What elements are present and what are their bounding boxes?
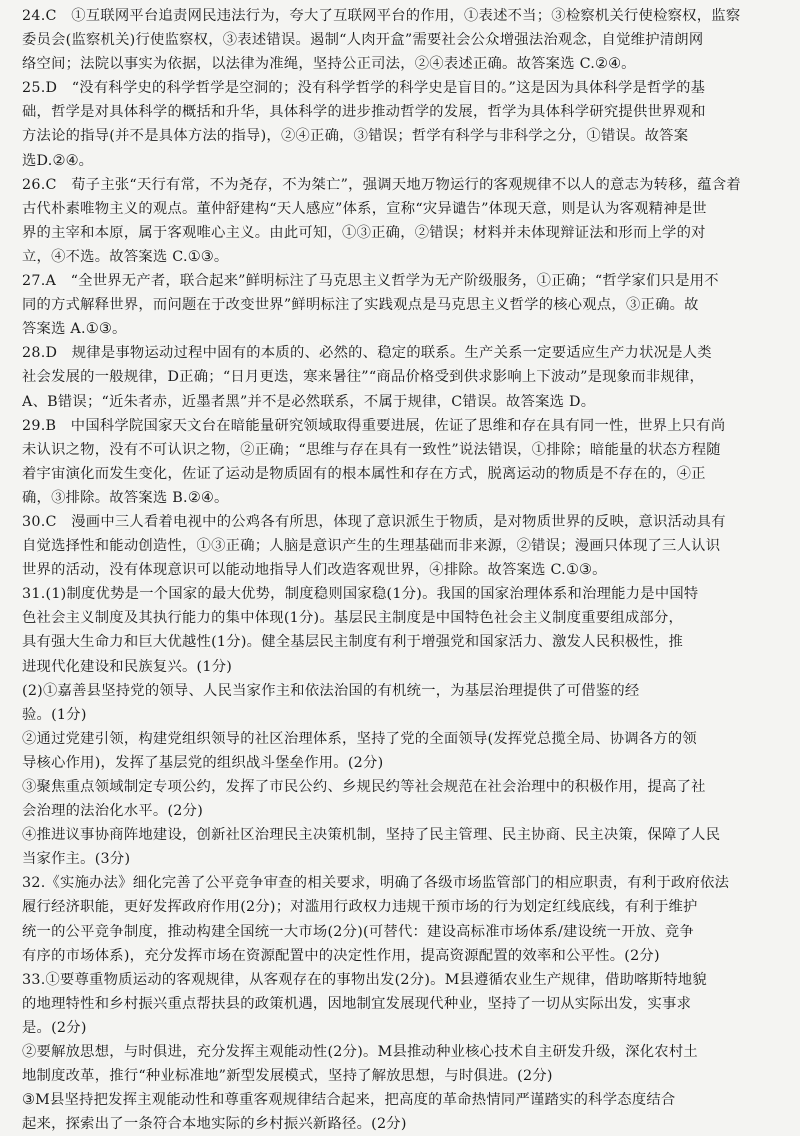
text-line: 具有强大生命力和巨大优越性(1分)。健全基层民主制度有利于增强党和国家活力、激发人民积极性，推 bbox=[22, 634, 684, 651]
text-line: 30.C 漫画中三人看着电视中的公鸡各有所思，体现了意识派生于物质，是对物质世界的反映，意识活动具有 bbox=[22, 513, 726, 530]
text-line: ②要解放思想，与时俱进，充分发挥主观能动性(2分)。M县推动种业核心技术自主研发升级，深化农村土 bbox=[22, 1044, 698, 1061]
text-line: 24.C ①互联网平台追责网民违法行为，夸大了互联网平台的作用，①表述不当；③检察机关行使检察权，监察 bbox=[22, 8, 741, 24]
text-line: 27.A “全世界无产者，联合起来”鲜明标注了马克思主义哲学为无产阶级服务，①正确；“哲学家们只是用不 bbox=[22, 273, 719, 290]
text-line: ②通过党建引领，构建党组织领导的社区治理体系，坚持了党的全面领导(发挥党总揽全局、协调各方的领 bbox=[22, 730, 697, 747]
text-line: 界的主宰和本原，属于客观唯心主义。由此可知，①③正确，②错误；材料并未体现辩证法和形而上学的对 bbox=[22, 224, 706, 241]
text-line: 世界的活动，没有体现意识可以能动地指导人们改造客观世界，④排除。故答案选 C.①③。 bbox=[22, 562, 607, 579]
text-line: 25.D “没有科学史的科学哲学是空洞的；没有科学哲学的科学史是盲目的。”这是因为具体科学是哲学的基 bbox=[22, 80, 706, 97]
text-line: 当家作主。(3分) bbox=[22, 851, 131, 868]
text-line: 统一的公平竞争制度，推动构建全国统一大市场(2分)(可替代：建设高标准市场体系/建设统一开放、竞争 bbox=[22, 923, 694, 940]
text-line: 确，③排除。故答案选 B.②④。 bbox=[22, 489, 229, 506]
text-line: 是。(2分) bbox=[22, 1019, 87, 1036]
text-line: 色社会主义制度及其执行能力的集中体现(1分)。基层民主制度是中国特色社会主义制度重要组成部分， bbox=[22, 610, 684, 627]
text-line: 26.C 荀子主张“天行有常，不为尧存，不为桀亡”，强调天地万物运行的客观规律不以人的意志为转移，蕴含着 bbox=[22, 176, 741, 193]
text-line: 地制度改革，推行“种业标准地”新型发展模式，坚持了解放思想，与时俱进。(2分) bbox=[22, 1068, 553, 1085]
text-line: 28.D 规律是事物运动过程中固有的本质的、必然的、稳定的联系。生产关系一定要适应生产力状况是人类 bbox=[22, 345, 712, 362]
text-line: 的地理特性和乡村振兴重点帮扶县的政策机遇，因地制宜发展现代种业，坚持了一切从实际出发，实事求 bbox=[22, 995, 692, 1012]
text-line: (2)①嘉善县坚持党的领导、人民当家作主和依法治国的有机统一，为基层治理提供了可借鉴的经 bbox=[22, 682, 640, 699]
text-line: 选D.②④。 bbox=[22, 152, 94, 169]
text-line: 立，④不选。故答案选 C.①③。 bbox=[22, 248, 229, 265]
text-line: 32.《实施办法》细化完善了公平竞争审查的相关要求，明确了各级市场监管部门的相应职责，有利于政府依法 bbox=[22, 875, 730, 892]
text-line: 33.①要尊重物质运动的客观规律，从客观存在的事物出发(2分)。M县遵循农业生产规律，借助喀斯特地貌 bbox=[22, 971, 707, 988]
text-line: 验。(1分) bbox=[22, 706, 87, 723]
text-line: 着宇宙演化而发生变化，佐证了运动是物质固有的根本属性和存在方式，脱离运动的物质是不存在的，④正 bbox=[22, 465, 706, 482]
text-line: 古代朴素唯物主义的观点。董仲舒建构“天人感应”体系，宣称“灾异谴告”体现天意，则是认为客观精神是世 bbox=[22, 200, 707, 217]
text-line: 自觉选择性和能动创造性，①③正确；人脑是意识产生的生理基础而非来源，②错误；漫画只体现了三人认识 bbox=[22, 538, 721, 555]
text-line: ③聚焦重点领域制定专项公约，发挥了市民公约、乡规民约等社会规范在社会治理中的积极作用，提高了社 bbox=[22, 779, 706, 795]
text-line: 有序的市场体系)，充分发挥市场在资源配置中的决定性作用，提高资源配置的效率和公平性。(2分) bbox=[22, 947, 660, 964]
text-line: 会治理的法治化水平。(2分) bbox=[22, 803, 204, 820]
text-line: 起来，探索出了一条符合本地实际的乡村振兴新路径。(2分) bbox=[22, 1116, 407, 1133]
text-line: 社会发展的一般规律，D正确；“日月更迭，寒来暑往”“商品价格受到供求影响上下波动”是现象而非规律， bbox=[22, 369, 705, 386]
text-line: 导核心作用)，发挥了基层党的组织战斗堡垒作用。(2分) bbox=[22, 754, 384, 771]
text-line: 方法论的指导(并不是具体方法的指导)，②④正确，③错误；哲学有科学与非科学之分，①错误。故答案 bbox=[22, 128, 689, 145]
text-line: 未认识之物，没有不可认识之物，②正确；“思维与存在具有一致性”说法错误，①排除；暗能量的状态方程随 bbox=[22, 441, 721, 458]
text-line: ③M县坚持把发挥主观能动性和尊重客观规律结合起来，把高度的革命热情同严谨踏实的科学态度结合 bbox=[22, 1092, 676, 1109]
text-line: 履行经济职能，更好发挥政府作用(2分)；对滥用行政权力违规干预市场的行为划定红线底线，有利于维护 bbox=[22, 899, 698, 916]
text-line: 络空间；法院以事实为依据，以法律为准绳，坚持公正司法，②④表述正确。故答案选 C.②④。 bbox=[22, 56, 636, 73]
text-line: 委员会(监察机关)行使监察权，③表述错误。遏制“人肉开盒”需要社会公众增强法治观念，自觉维护清朗网 bbox=[22, 32, 704, 49]
text-line: 31.(1)制度优势是一个国家的最大优势，制度稳则国家稳(1分)。我国的国家治理体系和治理能力是中国特 bbox=[22, 586, 699, 603]
text-line: A、B错误；“近朱者赤，近墨者黑”并不是必然联系，不属于规律，C错误。故答案选 D。 bbox=[22, 393, 596, 410]
text-line: 进现代化建设和民族复兴。(1分) bbox=[22, 658, 233, 675]
text-line: 础，哲学是对具体科学的概括和升华，具体科学的进步推动哲学的发展，哲学为具体科学研究提供世界观和 bbox=[22, 104, 706, 121]
text-line: 同的方式解释世界，而问题在于改变世界”鲜明标注了实践观点是马克思主义哲学的核心观点，③正确。故 bbox=[22, 297, 699, 314]
text-line: 29.B 中国科学院国家天文台在暗能量研究领域取得重要进展，佐证了思维和存在具有同一性，世界上只有尚 bbox=[22, 417, 726, 434]
text-line: ④推进议事协商阵地建设，创新社区治理民主决策机制，坚持了民主管理、民主协商、民主决策，保障了人民 bbox=[22, 827, 721, 844]
text-line: 答案选 A.①③。 bbox=[22, 321, 127, 338]
